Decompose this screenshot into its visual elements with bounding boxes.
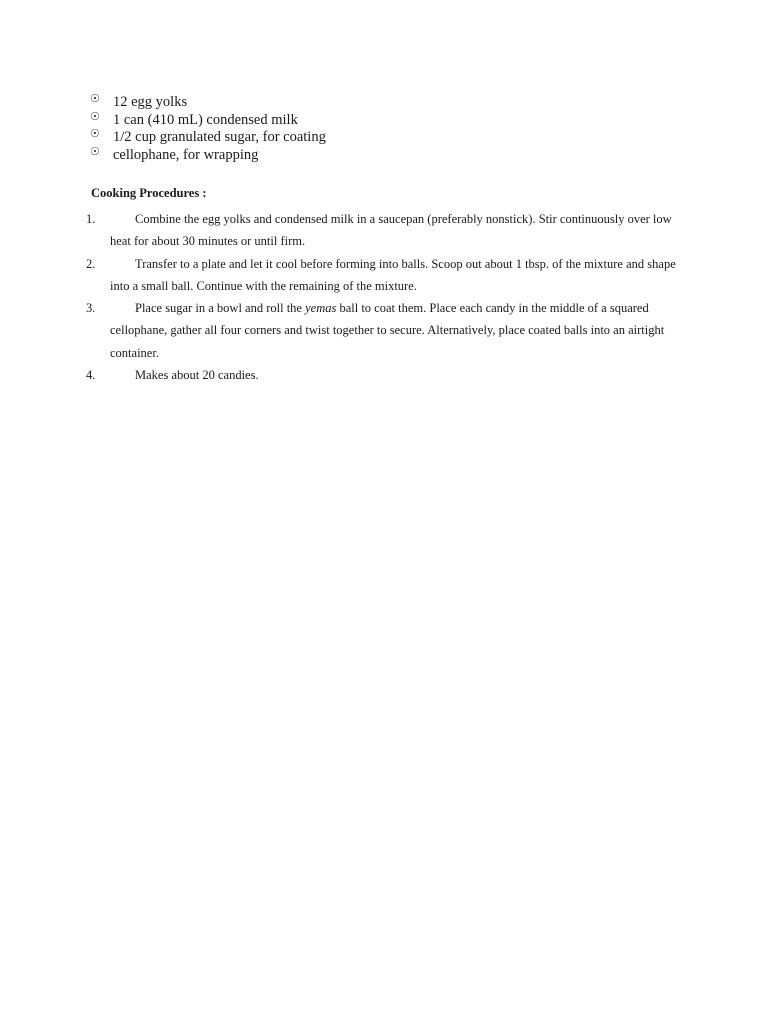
step-text	[86, 297, 676, 364]
procedure-step	[86, 208, 686, 253]
procedure-step	[86, 297, 686, 364]
step-number: 3.	[86, 301, 96, 316]
bullet-icon: ☉	[90, 93, 100, 105]
procedure-list	[86, 208, 686, 386]
step-number: 2.	[86, 256, 96, 271]
ingredient-text: 1/2 cup granulated sugar, for coating	[113, 129, 326, 146]
procedure-step	[86, 364, 686, 386]
step-text: Transfer to a plate and let it cool before forming into balls. Scoop out about 1 tbsp. of the mixture and shape into a small ball. Continue with the remaining of the mixture.	[110, 256, 676, 293]
step-text: Combine the egg yolks and condensed milk in a saucepan (preferably nonstick). Stir continuously over low heat for about 30 minutes or until firm.	[110, 212, 672, 249]
ingredient-text: 12 egg yolks	[113, 94, 188, 110]
ingredient-text: cellophane, for wrapping	[113, 147, 259, 164]
ingredient-text: 1 can (410 mL) condensed milk	[113, 111, 298, 128]
step-number: 4.	[86, 368, 96, 383]
step-text-part: Place sugar in a bowl and roll the	[135, 301, 306, 316]
section-heading: Cooking Procedures :	[91, 186, 207, 200]
bullet-icon: ☉	[90, 128, 100, 141]
bullet-icon: ☉	[90, 146, 100, 159]
procedure-step	[86, 253, 686, 298]
bullet-icon: ☉	[90, 110, 100, 123]
step-text-italic: yemas	[305, 301, 337, 316]
step-text: Makes about 20 candies.	[135, 368, 259, 383]
step-text-part: ball to coat them. Place each candy in the middle of a squared cellophane, gather all four corners and twist together to secure. Alternatively, place coated balls into an airtight container.	[110, 301, 665, 360]
step-number: 1.	[86, 212, 96, 226]
